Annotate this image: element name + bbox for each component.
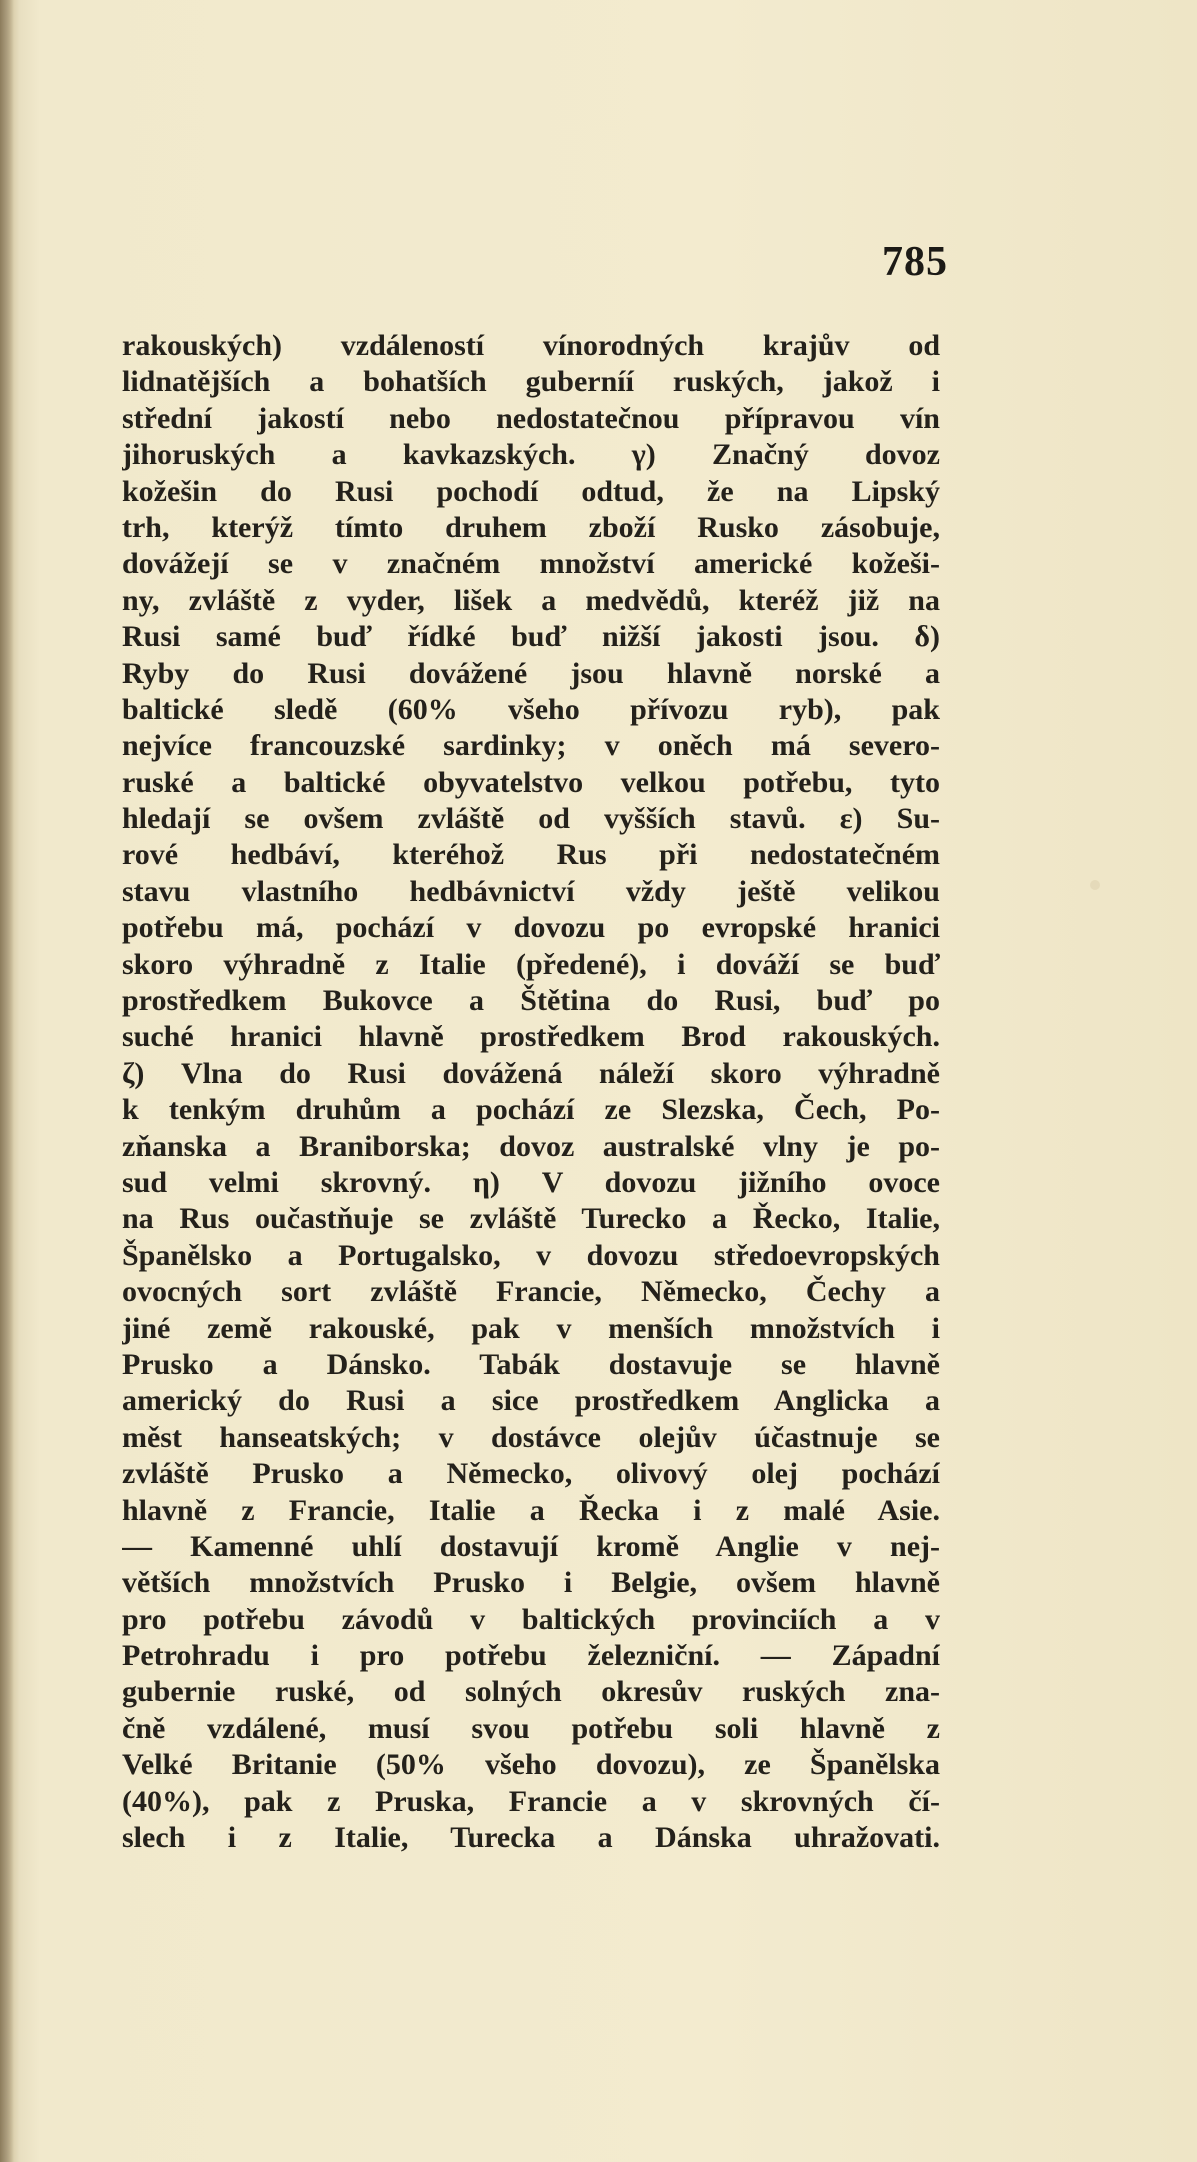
text-line: — Kamenné uhlí dostavují kromě Anglie v nej-: [122, 1529, 940, 1563]
text-line: k tenkým druhům a pochází ze Slezska, Čech, Po-: [122, 1093, 940, 1127]
text-line: potřebu má, pochází v dovozu po evropské hranici: [122, 911, 940, 945]
text-line: hlavně z Francie, Italie a Řecka i z malé Asie.: [122, 1493, 940, 1527]
text-line: americký do Rusi a sice prostředkem Anglicka a: [122, 1384, 940, 1418]
text-line: na Rus oučastňuje se zvláště Turecko a Řecko, Italie,: [122, 1202, 940, 1236]
text-line: Rusi samé buď řídké buď nižší jakosti jsou. δ): [122, 620, 940, 654]
text-line: Prusko a Dánsko. Tabák dostavuje se hlavně: [122, 1347, 940, 1381]
text-line: stavu vlastního hedbávnictví vždy ještě velikou: [122, 874, 940, 908]
text-line: ovocných sort zvláště Francie, Německo, Čechy a: [122, 1275, 940, 1309]
text-line: Velké Britanie (50% všeho dovozu), ze Španělska: [122, 1748, 940, 1782]
text-line: baltické sledě (60% všeho přívozu ryb), pak: [122, 692, 940, 726]
text-line: rové hedbáví, kteréhož Rus při nedostatečném: [122, 838, 940, 872]
text-line: Ryby do Rusi dovážené jsou hlavně norské a: [122, 656, 940, 690]
text-line: trh, kterýž tímto druhem zboží Rusko zásobuje,: [122, 510, 940, 544]
text-line: kožešin do Rusi pochodí odtud, že na Lipský: [122, 474, 940, 508]
text-line: hledají se ovšem zvláště od vyšších stavů. ε) Su-: [122, 802, 940, 836]
text-line: ny, zvláště z vyder, lišek a medvědů, kteréž již na: [122, 583, 940, 617]
body-text: [122, 328, 940, 1856]
text-line: nejvíce francouzské sardinky; v oněch má severo-: [122, 729, 940, 763]
text-line: suché hranici hlavně prostředkem Brod rakouských.: [122, 1020, 940, 1054]
text-line: (40%), pak z Pruska, Francie a v skrovných čí-: [122, 1784, 940, 1818]
text-line: čně vzdálené, musí svou potřebu soli hlavně z: [122, 1711, 940, 1745]
text-line: sud velmi skrovný. η) V dovozu jižního ovoce: [122, 1165, 940, 1199]
text-line: zňanska a Braniborska; dovoz australské vlny je po-: [122, 1129, 940, 1163]
page-number: 785: [882, 239, 948, 285]
text-line: ζ) Vlna do Rusi dovážená náleží skoro výhradně: [122, 1056, 940, 1090]
text-line: zvláště Prusko a Německo, olivový olej pochází: [122, 1457, 940, 1491]
text-line: střední jakostí nebo nedostatečnou přípravou vín: [122, 401, 940, 435]
text-line: jihoruských a kavkazských. γ) Značný dovoz: [122, 438, 940, 472]
text-line: Španělsko a Portugalsko, v dovozu středoevropských: [122, 1238, 940, 1272]
text-line: slech i z Italie, Turecka a Dánska uhražovati.: [122, 1821, 940, 1855]
text-line: jiné země rakouské, pak v menších množstvích i: [122, 1311, 940, 1345]
paper-spot: [1090, 880, 1100, 890]
text-line: prostředkem Bukovce a Štětina do Rusi, buď po: [122, 984, 940, 1018]
text-line: větších množstvích Prusko i Belgie, ovšem hlavně: [122, 1566, 940, 1600]
text-line: pro potřebu závodů v baltických provinciích a v: [122, 1602, 940, 1636]
text-line: Petrohradu i pro potřebu železniční. — Západní: [122, 1639, 940, 1673]
text-line: ruské a baltické obyvatelstvo velkou potřebu, tyto: [122, 765, 940, 799]
text-line: lidnatějších a bohatších guberníí ruských, jakož i: [122, 365, 940, 399]
text-line: rakouských) vzdáleností vínorodných krajův od: [122, 329, 940, 362]
book-spine-shadow: [0, 0, 14, 2162]
text-line: měst hanseatských; v dostávce olejův účastnuje se: [122, 1420, 940, 1454]
text-line: dovážejí se v značném množství americké kožeši-: [122, 547, 940, 581]
text-line: gubernie ruské, od solných okresův ruských zna-: [122, 1675, 940, 1709]
text-line: skoro výhradně z Italie (předené), i dováží se buď: [122, 947, 940, 981]
